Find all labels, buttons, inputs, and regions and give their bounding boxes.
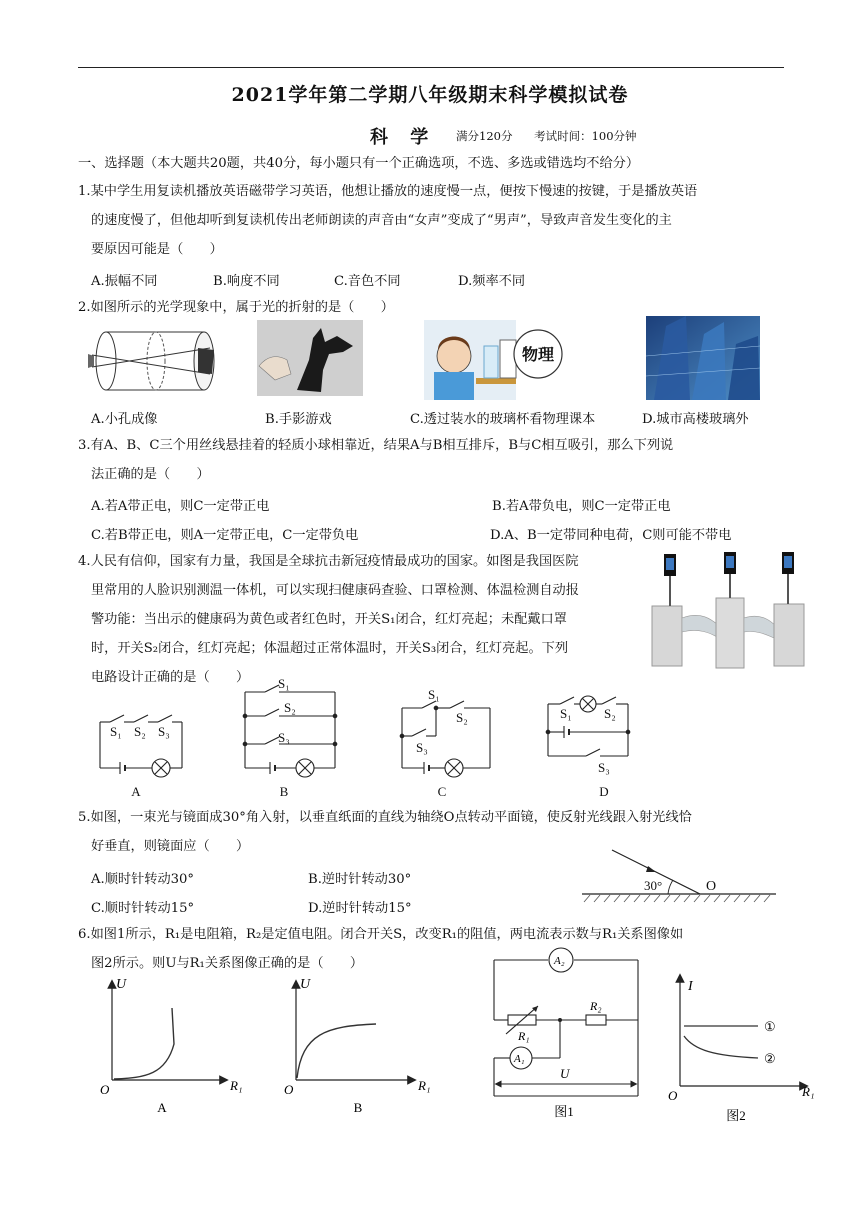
exam-title: 2021学年第二学期八年级期末科学模拟试卷 <box>231 84 629 106</box>
figure-2-x-label: R₁ <box>802 1084 815 1099</box>
exam-meta <box>456 128 655 144</box>
pinhole-camera-figure <box>86 328 226 394</box>
q1-line-2: 的速度慢了，但他却听到复读机传出老师朗读的声音由“女声”变成了“男声”，导致声音发生变化的主 <box>91 213 672 228</box>
figure-2-caption: 图2 <box>726 1108 746 1123</box>
mirror-reflection-figure <box>576 844 782 908</box>
circuit-b-s3-label: S₃ <box>278 730 290 745</box>
figure-1-circuit <box>484 944 648 1126</box>
q2-stem: 2.如图所示的光学现象中，属于光的折射的是（ ） <box>78 300 394 315</box>
subject-name: 科 学 <box>370 127 437 148</box>
circuit-d-s2-label: S₂ <box>604 706 616 721</box>
graph-b-y-label: U <box>300 977 311 992</box>
graph-a-y-label: U <box>116 977 127 992</box>
circuit-a-label[interactable]: A <box>131 784 141 798</box>
q2-option-b[interactable]: B.手影游戏 <box>265 412 332 427</box>
face-recognition-gates-figure <box>650 548 812 670</box>
q3-line-1: 3.有A、B、C三个用丝线悬挂着的轻质小球相靠近，结果A与B相互排斥，B与C相互吸引，那么下列说 <box>78 438 674 453</box>
q3-option-a[interactable]: A.若A带正电，则C一定带正电 <box>91 499 270 514</box>
circuit-d-label[interactable]: D <box>599 784 609 798</box>
q5-option-d[interactable]: D.逆时针转动15° <box>308 901 412 916</box>
circuit-c <box>400 701 490 777</box>
circuit-a-s2-label: S₂ <box>134 724 146 739</box>
section-heading: 一、选择题（本大题共20题，共40分，每小题只有一个正确选项，不选、多选或错选均不给分） <box>78 156 640 171</box>
resistor-r1-label: R₁ <box>518 1029 530 1043</box>
q6-line-1: 6.如图1所示，R₁是电阻箱，R₂是定值电阻。闭合开关S，改变R₁的阻值，两电流表示数与R₁关系图像如 <box>78 927 684 942</box>
q3-option-b[interactable]: B.若A带负电，则C一定带正电 <box>492 499 671 514</box>
full-marks: 满分120分 <box>456 129 513 143</box>
q2-option-d[interactable]: D.城市高楼玻璃外 <box>642 412 749 427</box>
figure-2-y-label: I <box>688 979 693 994</box>
water-glass-figure <box>424 320 564 400</box>
q6-line-2: 图2所示。则U与R₁关系图像正确的是（ ） <box>91 956 364 971</box>
circuit-a-s1-label: S₁ <box>110 724 122 739</box>
circuit-b <box>243 685 337 777</box>
q6-graph-options <box>96 974 446 1122</box>
figure-2-graph <box>664 968 824 1126</box>
exam-time: 考试时间：100分钟 <box>534 129 637 143</box>
q1-option-a[interactable]: A.振幅不同 <box>91 274 158 289</box>
circuit-c-label[interactable]: C <box>437 784 447 798</box>
resistor-r2-label: R₂ <box>590 999 602 1013</box>
q5-line-1: 5.如图，一束光与镜面成30°角入射，以垂直纸面的直线为轴绕O点转动平面镜，使反射光线跟入射光线恰 <box>78 810 692 825</box>
graph-b-label[interactable]: B <box>353 1100 363 1115</box>
graph-a <box>100 977 242 1115</box>
q3-line-2: 法正确的是（ ） <box>91 467 210 482</box>
q4-circuit-options <box>90 672 650 798</box>
q5-option-c[interactable]: C.顺时针转动15° <box>91 901 195 916</box>
q1-option-b[interactable]: B.响度不同 <box>213 274 280 289</box>
graph-b-x-label: R₁ <box>418 1078 431 1093</box>
q1-line-3: 要原因可能是（ ） <box>91 242 223 257</box>
q4-line-1: 4.人民有信仰，国家有力量，我国是全球抗击新冠疫情最成功的国家。如图是我国医院 <box>78 554 579 569</box>
graph-a-label[interactable]: A <box>157 1100 167 1115</box>
q3-option-c[interactable]: C.若B带正电，则A一定带正电，C一定带负电 <box>91 528 359 543</box>
q4-line-5: 电路设计正确的是（ ） <box>91 670 250 685</box>
q1-option-c[interactable]: C.音色不同 <box>334 274 401 289</box>
hand-shadow-figure <box>257 320 363 396</box>
circuit-d-s3-label: S₃ <box>598 760 610 775</box>
q2-option-a[interactable]: A.小孔成像 <box>91 412 158 427</box>
book-text: 物理 <box>521 345 555 364</box>
q5-line-2: 好垂直，则镜面应（ ） <box>91 839 250 854</box>
figure-2-origin: O <box>668 1088 678 1103</box>
q1-option-d[interactable]: D.频率不同 <box>458 274 526 289</box>
ammeter-a2-label: A₂ <box>554 955 565 967</box>
circuit-c-s2-label: S₂ <box>456 710 468 725</box>
graph-a-origin: O <box>100 1082 110 1097</box>
curve-2-label: ② <box>764 1051 776 1066</box>
circuit-c-s1-label: S₁ <box>428 687 440 702</box>
circuit-a-s3-label: S₃ <box>158 724 170 739</box>
graph-b-origin: O <box>284 1082 294 1097</box>
q5-option-a[interactable]: A.顺时针转动30° <box>91 872 195 887</box>
graph-a-x-label: R₁ <box>230 1078 243 1093</box>
circuit-b-s1-label: S₁ <box>278 676 290 691</box>
q4-line-4: 时，开关S₂闭合，红灯亮起；体温超过正常体温时，开关S₃闭合，红灯亮起。下列 <box>91 641 569 656</box>
circuit-d <box>546 696 630 756</box>
circuit-b-label[interactable]: B <box>279 784 289 798</box>
graph-b <box>284 977 430 1115</box>
q4-line-3: 警功能：当出示的健康码为黄色或者红色时，开关S₁闭合，红灯亮起；未配戴口罩 <box>91 612 567 627</box>
circuit-b-s2-label: S₂ <box>284 700 296 715</box>
q4-line-2: 里常用的人脸识别测温一体机，可以实现扫健康码查验、口罩检测、体温检测自动报 <box>91 583 579 598</box>
circuit-c-s3-label: S₃ <box>416 740 428 755</box>
curve-1-label: ① <box>764 1019 776 1034</box>
top-rule <box>78 67 784 68</box>
ammeter-a1-label: A₁ <box>514 1053 525 1065</box>
glass-building-figure <box>646 316 760 400</box>
q5-option-b[interactable]: B.逆时针转动30° <box>308 872 412 887</box>
voltage-label: U <box>560 1066 570 1081</box>
angle-label: 30° <box>644 878 663 893</box>
figure-1-caption: 图1 <box>554 1104 574 1119</box>
q3-option-d[interactable]: D.A、B一定带同种电荷，C则可能不带电 <box>490 528 732 543</box>
q1-line-1: 1.某中学生用复读机播放英语磁带学习英语，他想让播放的速度慢一点，便按下慢速的按键，于是播放英语 <box>78 184 698 199</box>
circuit-d-s1-label: S₁ <box>560 706 572 721</box>
pivot-label: O <box>706 879 717 894</box>
q2-option-c[interactable]: C.透过装水的玻璃杯看物理课本 <box>410 412 596 427</box>
